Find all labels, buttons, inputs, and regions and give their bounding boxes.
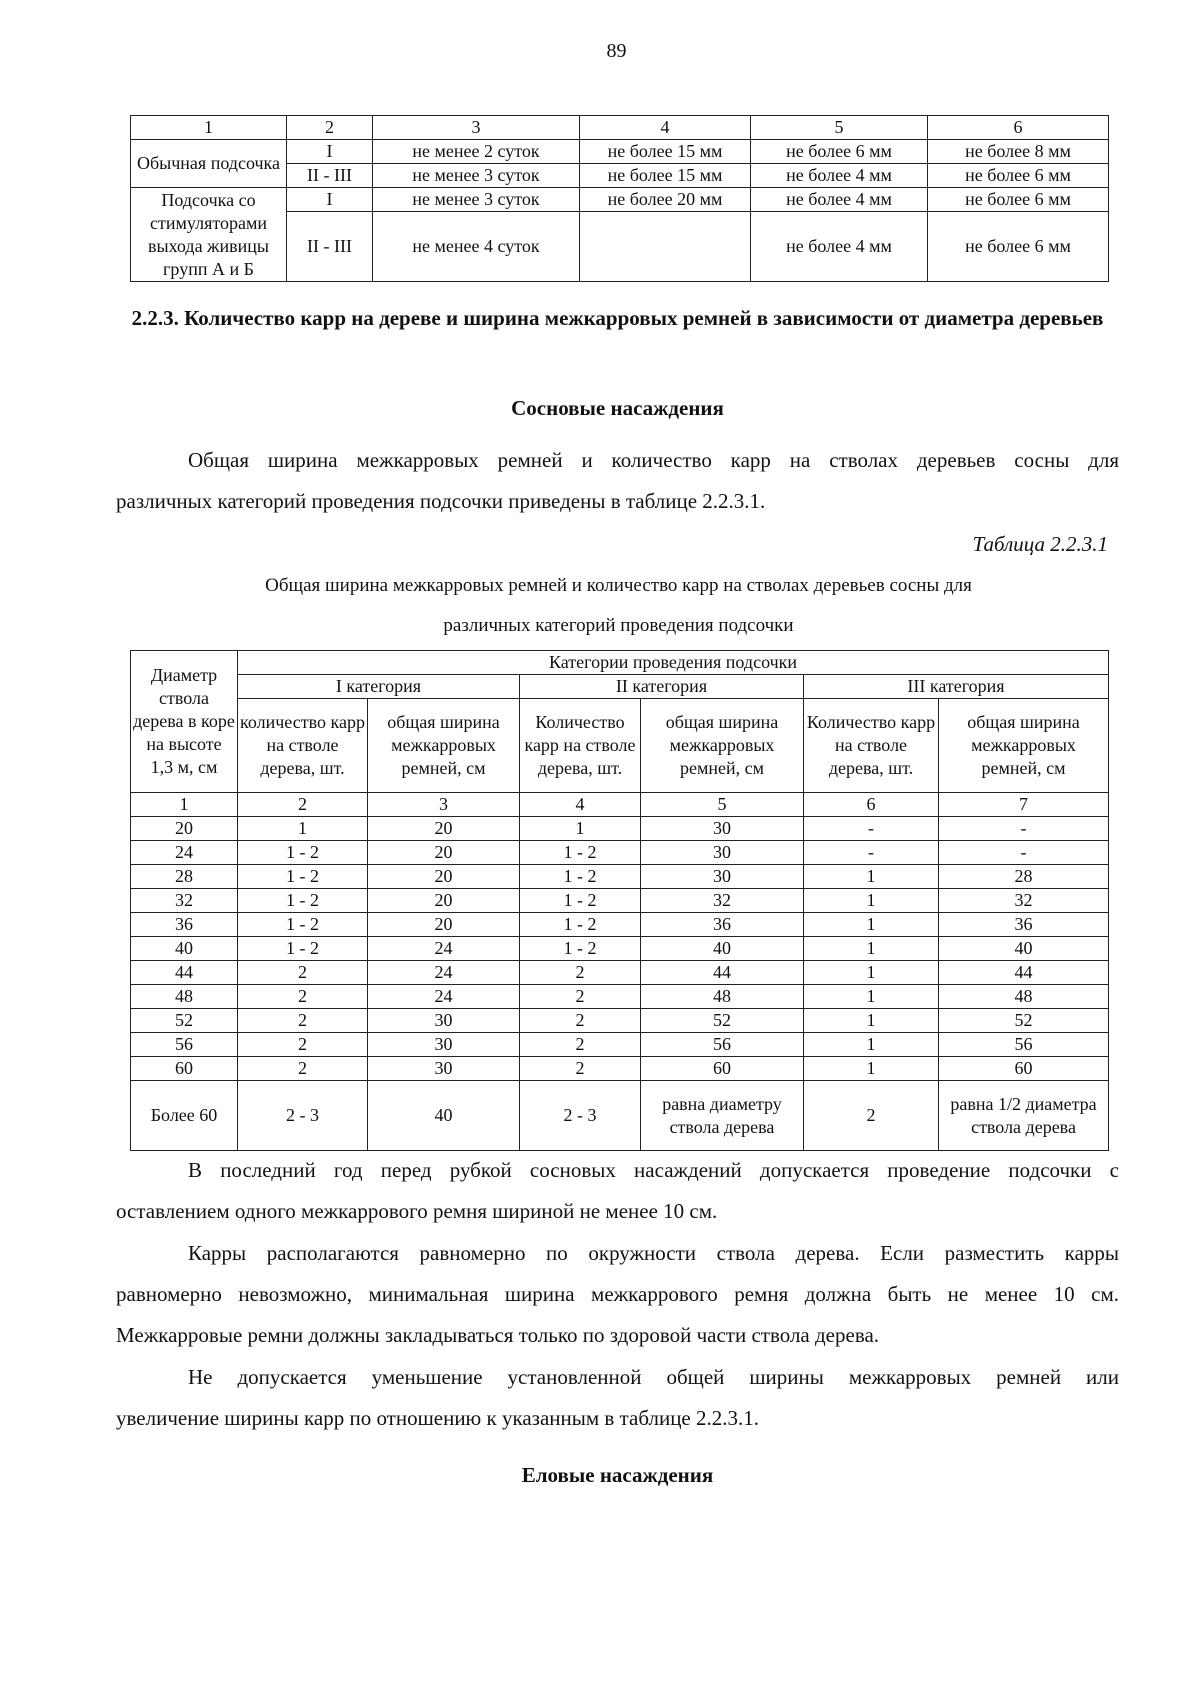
categories-header-cell: Категории проведения подсочки (238, 651, 1109, 675)
paragraph-text: различных категорий проведения подсочки приведены в таблице 2.2.3.1. (116, 489, 766, 513)
paragraph-text: оставлением одного межкаррового ремня шириной не менее 10 см. (116, 1199, 718, 1223)
table-cell: 1 (131, 116, 287, 140)
table-cell: 1 (804, 961, 939, 985)
table-cell: 1 - 2 (238, 841, 368, 865)
table-cell: 2 (520, 1033, 641, 1057)
table-cell: 60 (939, 1057, 1109, 1081)
table-cell: 40 (368, 1081, 520, 1151)
table-cell: не более 8 мм (928, 140, 1109, 164)
subheading-pine: Сосновые насаждения (511, 396, 724, 420)
table-cell: 20 (368, 841, 520, 865)
table-row (131, 841, 1109, 865)
table-cell: 1 (804, 1009, 939, 1033)
table-caption-line-1: Общая ширина межкарровых ремней и количество карр на стволах деревьев сосны для (265, 575, 972, 596)
paragraph-text: увеличение ширины карр по отношению к указанным в таблице 2.2.3.1. (116, 1406, 760, 1430)
table-row (131, 1057, 1109, 1081)
diameter-cell: Более 60 (131, 1081, 238, 1151)
diameter-cell: 60 (131, 1057, 238, 1081)
table-cell: равна диаметру ствола дерева (641, 1081, 804, 1151)
paragraph-text: равномерно невозможно, минимальная ширина межкаррового ремня должна быть не менее 10 см. Межкарровые ремни должны закладываться только по здоровой части ствола дерева. (116, 1282, 1119, 1347)
table-cell: 40 (641, 937, 804, 961)
table-cell: 5 (641, 793, 804, 817)
table-cell: 28 (939, 865, 1109, 889)
subheader-cell: общая ширина межкарровых ремней, см (939, 699, 1109, 793)
table-cell: 2 - 3 (238, 1081, 368, 1151)
table-cell: 60 (641, 1057, 804, 1081)
table-header-row (131, 699, 1109, 793)
table-cell: 36 (939, 913, 1109, 937)
subheader-cell: Количество карр на стволе дерева, шт. (520, 699, 641, 793)
diameter-cell: 24 (131, 841, 238, 865)
table-row (131, 817, 1109, 841)
table-cell: 6 (928, 116, 1109, 140)
table-cell: 2 (238, 1009, 368, 1033)
table-cell: 1 - 2 (238, 913, 368, 937)
diameter-cell: 32 (131, 889, 238, 913)
table-cell: - (804, 841, 939, 865)
table-cell: 48 (939, 985, 1109, 1009)
table-cell: 40 (939, 937, 1109, 961)
table-cell: 30 (368, 1033, 520, 1057)
table-row (131, 889, 1109, 913)
table-cell: 1 (804, 1033, 939, 1057)
table-cell: не более 4 мм (751, 188, 928, 212)
subheader-cell: общая ширина межкарровых ремней, см (368, 699, 520, 793)
page-number: 89 (606, 40, 627, 62)
table-body (131, 817, 1109, 1151)
table-header-row (131, 116, 1109, 140)
diameter-cell: 20 (131, 817, 238, 841)
table-cell: не менее 2 суток (373, 140, 580, 164)
table-cell: - (939, 817, 1109, 841)
table-cell: 30 (641, 817, 804, 841)
tapping-type-cell: Подсочка со стимуляторами выхода живицы групп А и Б (131, 188, 287, 282)
table-row (131, 961, 1109, 985)
tapping-type-cell: Обычная подсочка (131, 140, 287, 188)
paragraph-4 (116, 1357, 1119, 1439)
table-cell: 2 (238, 793, 368, 817)
table-header-row (131, 675, 1109, 699)
diameter-cell: 44 (131, 961, 238, 985)
table-cell: 52 (939, 1009, 1109, 1033)
table-cell: 20 (368, 889, 520, 913)
table-cell: 32 (641, 889, 804, 913)
table-cell: 30 (641, 865, 804, 889)
table-cell: 1 (804, 889, 939, 913)
category-1-header: I категория (238, 675, 520, 699)
diameter-cell: 52 (131, 1009, 238, 1033)
table-cell: - (939, 841, 1109, 865)
table-row (131, 913, 1109, 937)
category-2-header: II категория (520, 675, 804, 699)
table-cell: 1 (804, 913, 939, 937)
table-cell: 2 (520, 1057, 641, 1081)
table-cell: 2 - 3 (520, 1081, 641, 1151)
table-cell: 44 (939, 961, 1109, 985)
table-cell: 1 (804, 865, 939, 889)
table-cell: 2 (520, 1009, 641, 1033)
table-cell: 5 (751, 116, 928, 140)
table-cell: 20 (368, 817, 520, 841)
table-cell: 2 (238, 1057, 368, 1081)
table-cell: 44 (641, 961, 804, 985)
table-cell: 52 (641, 1009, 804, 1033)
table-cell: равна 1/2 диаметра ствола дерева (939, 1081, 1109, 1151)
table-cell: 30 (368, 1009, 520, 1033)
table-cell: не более 15 мм (580, 164, 751, 188)
diameter-cell: 36 (131, 913, 238, 937)
table-cell: 20 (368, 865, 520, 889)
table-cell: I (287, 140, 373, 164)
table-row (131, 1033, 1109, 1057)
diameter-cell: 28 (131, 865, 238, 889)
table-cell: 1 - 2 (520, 937, 641, 961)
subheader-cell: Количество карр на стволе дерева, шт. (804, 699, 939, 793)
paragraph-3 (116, 1233, 1119, 1356)
table-cell: 24 (368, 961, 520, 985)
table-cell: не более 15 мм (580, 140, 751, 164)
table-label: Таблица 2.2.3.1 (972, 532, 1108, 556)
table-cell: 4 (580, 116, 751, 140)
diameter-cell: 48 (131, 985, 238, 1009)
subheader-cell: количество карр на стволе дерева, шт. (238, 699, 368, 793)
paragraph-1 (116, 440, 1119, 522)
table-cell: не более 6 мм (751, 140, 928, 164)
table-row (131, 1081, 1109, 1151)
table-cell: не более 4 мм (751, 164, 928, 188)
paragraph-line: Не допускается уменьшение установленной общей ширины межкарровых ремней или (188, 1365, 1119, 1389)
paragraph-line: Карры располагаются равномерно по окружности ствола дерева. Если разместить карры (188, 1241, 1119, 1265)
table-cell: 56 (939, 1033, 1109, 1057)
table-cell: 36 (641, 913, 804, 937)
table-cell: 24 (368, 985, 520, 1009)
table-cell: 24 (368, 937, 520, 961)
table-cell: 1 - 2 (520, 889, 641, 913)
table-cell: 1 (804, 985, 939, 1009)
table-cell: 4 (520, 793, 641, 817)
paragraph-line: В последний год перед рубкой сосновых насаждений допускается проведение подсочки с (188, 1158, 1119, 1182)
table-cell: 1 - 2 (520, 841, 641, 865)
table-cell: 6 (804, 793, 939, 817)
subheader-cell: общая ширина межкарровых ремней, см (641, 699, 804, 793)
table-cell: 1 - 2 (238, 889, 368, 913)
table-cell: 3 (373, 116, 580, 140)
table-cell: не более 4 мм (751, 212, 928, 282)
table-cell: 1 - 2 (238, 937, 368, 961)
table-cell: 48 (641, 985, 804, 1009)
tap-count-width-table (130, 650, 1109, 1151)
diameter-header-cell: Диаметр ствола дерева в коре на высоте 1,3 м, см (131, 651, 238, 793)
table-cell: I (287, 188, 373, 212)
table-cell: не менее 3 суток (373, 188, 580, 212)
table-cell: II - III (287, 164, 373, 188)
table-row (131, 937, 1109, 961)
table-cell: 32 (939, 889, 1109, 913)
table-cell: - (804, 817, 939, 841)
table-cell: 1 - 2 (520, 913, 641, 937)
table-cell: не более 20 мм (580, 188, 751, 212)
table-cell: не менее 3 суток (373, 164, 580, 188)
table-cell: 2 (238, 1033, 368, 1057)
tapping-regime-table (130, 115, 1109, 282)
section-heading: 2.2.3. Количество карр на дереве и ширина межкарровых ремней в зависимости от диаметра деревьев (131, 306, 1104, 330)
category-3-header: III категория (804, 675, 1109, 699)
column-number-row (131, 793, 1109, 817)
table-cell: 20 (368, 913, 520, 937)
table-cell: 2 (238, 961, 368, 985)
table-row (131, 865, 1109, 889)
table-cell: 1 - 2 (520, 865, 641, 889)
table-cell: 2 (238, 985, 368, 1009)
diameter-cell: 40 (131, 937, 238, 961)
table-cell: 30 (368, 1057, 520, 1081)
table-cell: 7 (939, 793, 1109, 817)
table-header-row (131, 651, 1109, 675)
table-cell: не более 6 мм (928, 188, 1109, 212)
table-cell: 1 (131, 793, 238, 817)
table-cell: 2 (520, 985, 641, 1009)
table-row (131, 985, 1109, 1009)
table-cell: 30 (641, 841, 804, 865)
table-cell: 2 (287, 116, 373, 140)
table-cell: 3 (368, 793, 520, 817)
table-cell: 2 (804, 1081, 939, 1151)
table-cell: 1 (804, 937, 939, 961)
table-cell (580, 212, 751, 282)
table-cell: 1 (804, 1057, 939, 1081)
table-cell: 2 (520, 961, 641, 985)
table-cell: не более 6 мм (928, 212, 1109, 282)
paragraph-2 (116, 1150, 1119, 1232)
subheading-spruce: Еловые насаждения (521, 1463, 714, 1487)
table-cell: не более 6 мм (928, 164, 1109, 188)
table-caption-line-2: различных категорий проведения подсочки (443, 615, 794, 636)
paragraph-line: Общая ширина межкарровых ремней и количество карр на стволах деревьев сосны для (188, 448, 1119, 472)
table-cell: 1 (520, 817, 641, 841)
table-cell: не менее 4 суток (373, 212, 580, 282)
table-cell: 56 (641, 1033, 804, 1057)
table-row (131, 140, 1109, 164)
table-cell: 1 - 2 (238, 865, 368, 889)
table-cell: II - III (287, 212, 373, 282)
diameter-cell: 56 (131, 1033, 238, 1057)
table-row (131, 188, 1109, 212)
table-row (131, 1009, 1109, 1033)
table-cell: 1 (238, 817, 368, 841)
